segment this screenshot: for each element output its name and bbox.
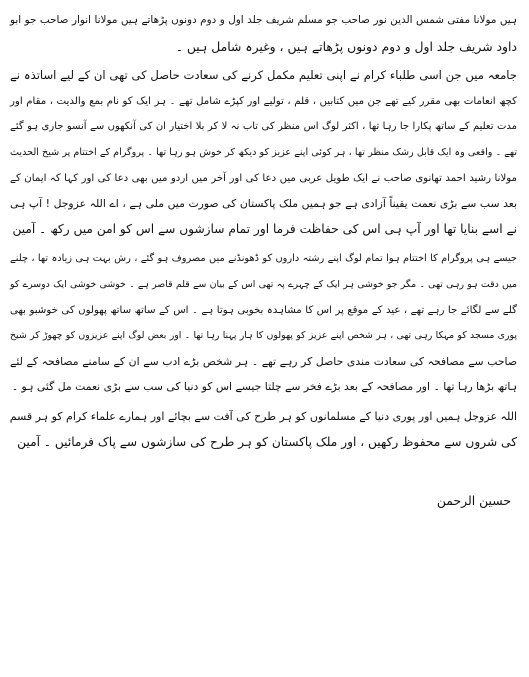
text-line: نے اسے بنایا تھا اور آپ ہی اس کی حفاظت فرما اور تمام سازشوں سے اس کو امن میں رکھ ۔ آمین xyxy=(12,221,517,236)
text-line: پوری مسجد کو مہکا رہی تھی ، ہر شخص اپنے عزیز کو پھولوں کا ہار پہنا رہا تھا ۔ اور بعض لوگ اپنے عزیزوں کو چھوڑ کر شیخ xyxy=(10,330,517,342)
text-line: اللہ عزوجل ہمیں اور پوری دنیا کے مسلمانوں کو ہر طرح کی آفت سے بچائے اور ہمارے علماء کرام کو ہر قسم xyxy=(9,409,517,423)
paragraph-3 xyxy=(10,246,517,400)
text-line: گلے سے لگائے جا رہے تھے ، عید کے موقع پر اس کا مشاہدہ بخوبی ہوتا ہے ۔ اس کے ساتھ ساتھ پھولوں کی خوشبو بھی xyxy=(10,304,517,316)
text-line: کچھ انعامات بھی مقرر کیے تھے جن میں کتابیں ، قلم ، تولیے اور کپڑے شامل تھے ۔ ہر ایک کو نام بمع والدیت ، مقام اور xyxy=(10,95,517,107)
text-line: مولانا رشید احمد تھانوی صاحب نے ایک طویل عربی میں دعا کی اور آخر میں اردو میں بھی دعا کی اور کہا کہ ایمان کے xyxy=(10,172,517,184)
paragraph-1 xyxy=(10,8,517,59)
text-line: داود شریف جلد اول و دوم دونوں پڑھاتے ہیں ، وغیرہ شامل ہیں ۔ xyxy=(175,38,517,54)
text-line: بعد سب سے بڑی نعمت یقیناً آزادی ہے جو ہمیں ملک پاکستان کی صورت میں ملی ہے ، اے اللہ عزوجل ! آپ ہی xyxy=(10,197,517,211)
paragraph-2 xyxy=(10,63,517,242)
author-signature: حسین الرحمن xyxy=(436,493,511,509)
text-line: کی شروں سے محفوظ رکھیں ، اور ملک پاکستان کو ہر طرح کی سازشوں سے پاک فرمائیں ۔ آمین xyxy=(17,434,517,449)
paragraph-4 xyxy=(10,404,517,455)
text-line: صاحب سے مصافحہ کی سعادت مندی حاصل کر رہے تھے ۔ ہر شخص بڑے ادب سے ان کے سامنے مصافحہ کے لئے xyxy=(10,354,517,368)
text-line: میں دقت ہو رہی تھی ۔ مگر جو خوشی ہر ایک کے چہرے پہ تھی اس کے بیان سے قلم قاصر ہے ۔ خوشی خوشی ایک دوسرے کو xyxy=(10,278,517,290)
text-line: تھے ۔ واقعی وہ ایک قابل رشک منظر تھا ، ہر کوئی اپنے عزیز کو دیکھ کر خوش ہو رہا تھا ۔ پروگرام کے اختتام پر شیخ الحدیث xyxy=(10,146,517,158)
text-line: مدت تعلیم کے ساتھ پکارا جا رہا تھا ، اکثر لوگ اس منظر کی تاب نہ لا کر بلا اختیار ان کی آنکھوں سے آنسو جاری ہو گئے xyxy=(10,121,517,133)
text-line: ہاتھ بڑھا رہا تھا ۔ اور مصافحہ کے بعد بڑے فخر سے چلتا جیسے اس کو دنیا کی سب سے بڑی نعمت مل گئی ہو ۔ xyxy=(11,380,517,394)
text-line: جیسے ہی پروگرام کا اختتام ہوا تمام لوگ اپنے رشتہ داروں کو ڈھونڈنے میں مصروف ہو گئے ، رش بہت ہی زیادہ تھا ، چلنے xyxy=(10,253,517,265)
text-line: جامعہ میں جن اسی طلباء کرام نے اپنی تعلیم مکمل کرنے کی سعادت حاصل کی تھی ان کے لیے اساتذہ نے xyxy=(10,68,517,83)
text-line: ہیں مولانا مفتی شمس الدین نور صاحب جو مسلم شریف جلد اول و دوم دونوں پڑھاتے ہیں مولانا انوار صاحب جو ابو xyxy=(10,14,517,26)
